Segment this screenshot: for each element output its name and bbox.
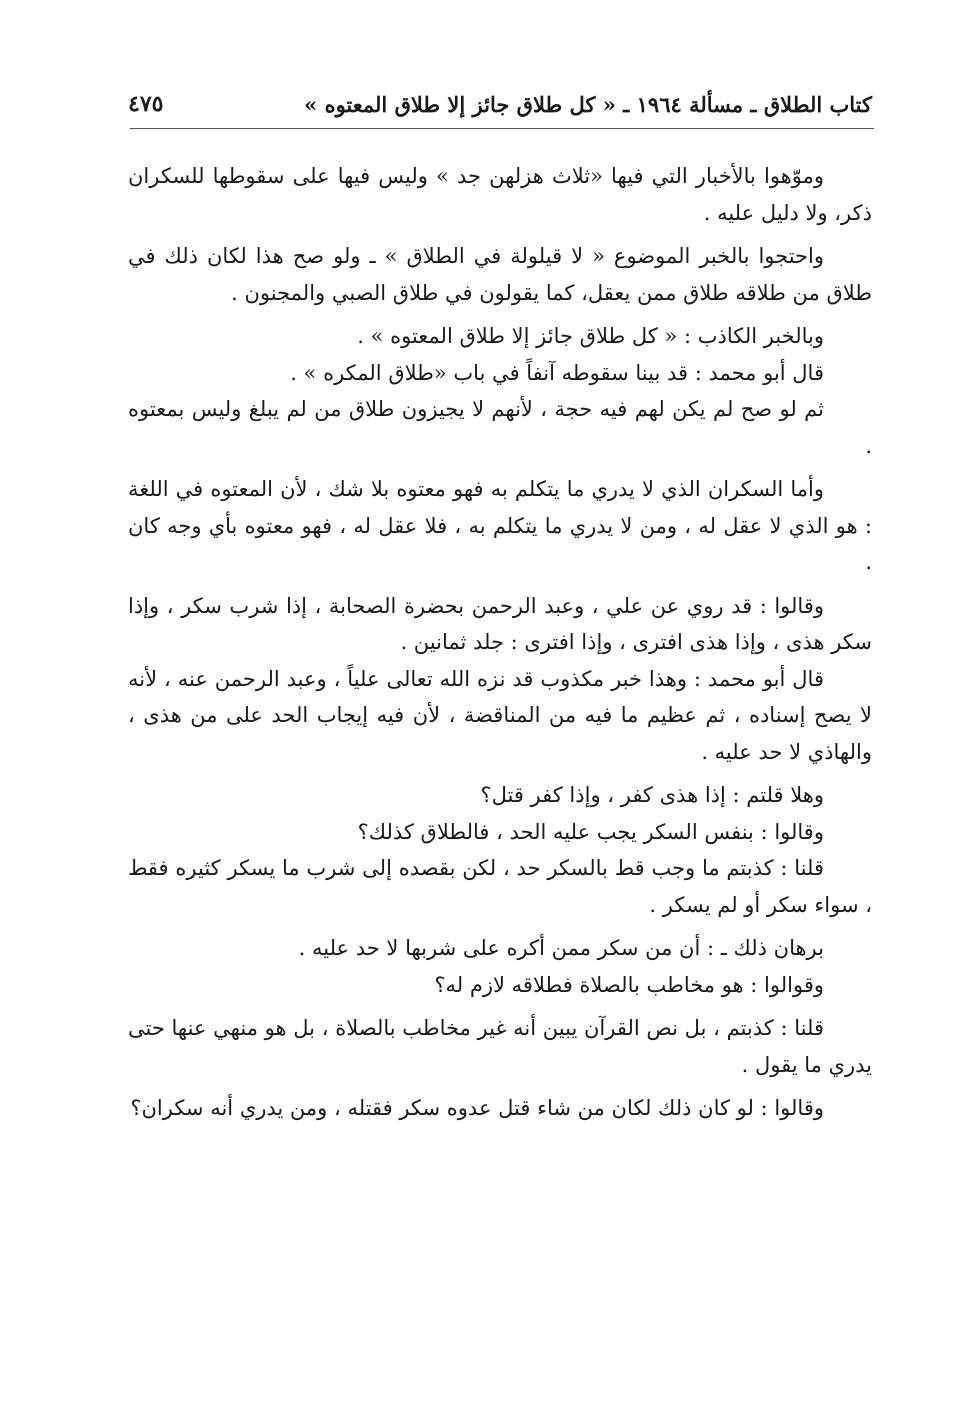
paragraph: وقالوا : لو كان ذلك لكان من شاء قتل عدوه سكر فقتله ، ومن يدري أنه سكران؟ (130, 1096, 824, 1120)
paragraph: وهلا قلتم : إذا هذى كفر ، وإذا كفر قتل؟ (480, 783, 824, 807)
paragraph: وبالخبر الكاذب : « كل طلاق جائز إلا طلاق المعتوه » . (357, 324, 824, 348)
paragraph: واحتجوا بالخبر الموضوع « لا قيلولة في الطلاق » ـ ولو صح هذا لكان ذلك في طلاق من طلاقه طلاق ممن يعقل، كما يقولون في طلاق الصبي والمجنون . (128, 244, 872, 305)
paragraph: قال أبو محمد : وهذا خبر مكذوب قد نزه الله تعالى علياً ، وعبد الرحمن عنه ، لأنه لا يصح إسناده ، ثم عظيم ما فيه من المناقضة ، لأن فيه إيجاب الحد على من هذى ، والهاذي لا حد عليه . (128, 666, 872, 764)
paragraph: وقالوا : بنفس السكر يجب عليه الحد ، فالطلاق كذلك؟ (357, 819, 824, 844)
paragraph: ثم لو صح لم يكن لهم فيه حجة ، لأنهم لا يجيزون طلاق من لم يبلغ وليس بمعتوه . (128, 397, 872, 458)
paragraph: وقالوا : قد روي عن علي ، وعبد الرحمن بحضرة الصحابة ، إذا شرب سكر ، وإذا سكر هذى ، وإذا هذى افترى ، وإذا افترى : جلد ثمانين . (128, 593, 872, 654)
paragraph: وقوالوا : هو مخاطب بالصلاة فطلاقه لازم له؟ (434, 972, 824, 997)
page-number: ٤٧٥ (128, 91, 164, 117)
body-text (128, 158, 872, 1134)
paragraph: وموّهوا بالأخبار التي فيها «ثلاث هزلهن جد » وليس فيها على سقوطها للسكران ذكر، ولا دليل عليه . (128, 164, 872, 225)
paragraph: وأما السكران الذي لا يدري ما يتكلم به فهو معتوه بلا شك ، لأن المعتوه في اللغة : هو الذي لا عقل له ، ومن لا يدري ما يتكلم به ، فلا عقل له ، فهو معتوه بأي وجه كان . (128, 477, 872, 574)
paragraph: قال أبو محمد : قد بينا سقوطه آنفاً في باب «طلاق المكره » . (290, 360, 824, 385)
paragraph: برهان ذلك ـ : أن من سكر ممن أكره على شربها لا حد عليه . (298, 936, 824, 960)
paragraph: قلنا : كذبتم ، بل نص القرآن يبين أنه غير مخاطب بالصلاة ، بل هو منهي عنها حتى يدري ما يقول . (128, 1016, 872, 1077)
running-header (128, 84, 872, 124)
header-rule (130, 128, 874, 129)
paragraph: قلنا : كذبتم ما وجب قط بالسكر حد ، لكن بقصده إلى شرب ما يسكر كثيره فقط ، سواء سكر أو لم يسكر . (128, 856, 872, 917)
header-title: كتاب الطلاق ـ مسألة ١٩٦٤ ـ « كل طلاق جائز إلا طلاق المعتوه » (304, 91, 872, 117)
